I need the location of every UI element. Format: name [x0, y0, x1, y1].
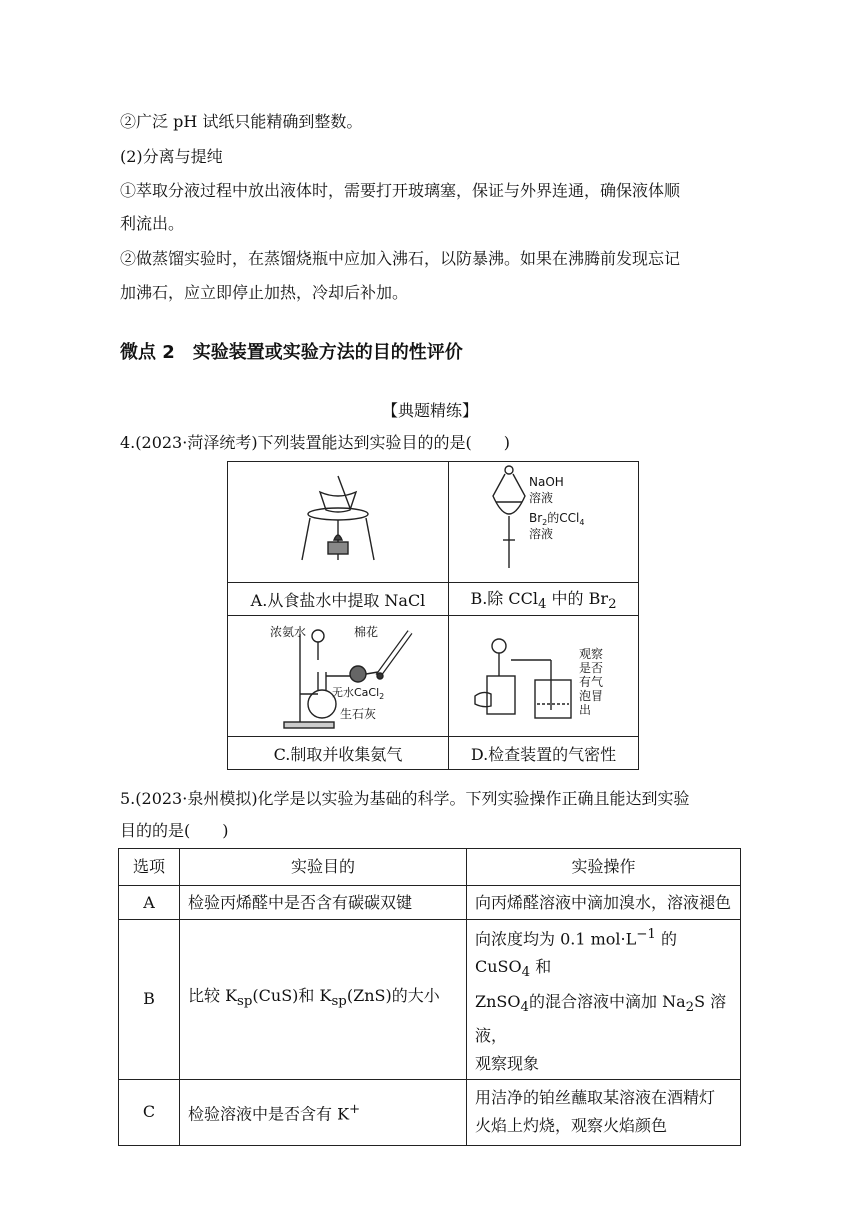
- label-ammonia: 浓氨水: [270, 625, 307, 639]
- option-purpose: 比较 $K_{sp}(CuS)$和 $K_{sp}(ZnS)$的大小: [180, 920, 467, 1080]
- label-lime: 生石灰: [340, 707, 377, 721]
- evaporation-dish-icon: [228, 462, 448, 578]
- ammonia-apparatus-icon: [228, 616, 448, 732]
- table-row: [119, 920, 741, 1080]
- caption-b: B.除 CCl$_4$ 中的 $Br_2$: [449, 583, 639, 616]
- caption-c: C.制取并收集氨气: [228, 737, 449, 770]
- table-row: [119, 1079, 741, 1145]
- label-cotton: 棉花: [354, 625, 379, 639]
- caption-a: A.从食盐水中提取 NaCl: [228, 583, 449, 616]
- table-row: [119, 886, 741, 920]
- option-operation: 向丙烯醛溶液中滴加溴水，溶液褪色: [467, 886, 741, 920]
- label-solution-2: 溶液: [529, 527, 554, 541]
- caption-d: D.检查装置的气密性: [449, 737, 639, 770]
- section-title: 微点 2 实验装置或实验方法的目的性评价: [120, 342, 463, 363]
- option-label: C: [119, 1079, 180, 1145]
- header-option: 选项: [119, 849, 180, 886]
- option-purpose: 检验溶液中是否含有 K+: [180, 1079, 467, 1145]
- option-label: A: [119, 886, 180, 920]
- option-operation: 向浓度均为 0.1 $mol\cdot L^{-1}$ 的 CuSO$_4$ 和 ZnSO$_4$的混合溶液中滴加 $Na_2S$ 溶液， 观察现象: [467, 920, 741, 1080]
- apparatus-c-ammonia: [228, 616, 449, 737]
- note-distillation-line2: 加沸石，应立即停止加热，冷却后补加。: [120, 283, 409, 302]
- separatory-funnel-icon: [449, 462, 638, 578]
- note-extraction-line2: 利流出。: [120, 214, 185, 233]
- label-br2-ccl4: $Br_2$的CCl$_4$: [529, 511, 585, 527]
- option-operation: 用洁净的铂丝蘸取某溶液在酒精灯 火焰上灼烧，观察火焰颜色: [467, 1079, 741, 1145]
- header-purpose: 实验目的: [180, 849, 467, 886]
- label-cacl2: 无水CaCl$_2$: [332, 686, 385, 701]
- practice-title: 【典题精练】: [381, 401, 478, 420]
- note-separation-heading: (2)分离与提纯: [120, 147, 223, 166]
- apparatus-b-separatory-funnel: [449, 462, 639, 583]
- label-solution-1: 溶液: [529, 491, 554, 505]
- question-5-options-table: [118, 848, 741, 1146]
- question-5-stem-line1: 5.(2023·泉州模拟)化学是以实验为基础的科学。下列实验操作正确且能达到实验: [120, 789, 690, 808]
- apparatus-d-airtightness: [449, 616, 639, 737]
- option-purpose: 检验丙烯醛中是否含有碳碳双键: [180, 886, 467, 920]
- label-naoh: NaOH: [529, 475, 564, 489]
- note-ph-paper: ②广泛 pH 试纸只能精确到整数。: [120, 112, 363, 131]
- label-observe: 观察 是否 有气 泡冒 出: [579, 647, 604, 717]
- airtightness-apparatus-icon: [449, 616, 638, 732]
- question-4-apparatus-table: [227, 461, 639, 770]
- table-header-row: [119, 849, 741, 886]
- note-distillation-line1: ②做蒸馏实验时，在蒸馏烧瓶中应加入沸石，以防暴沸。如果在沸腾前发现忘记: [120, 249, 681, 268]
- question-5-stem-line2: 目的的是( ): [120, 821, 229, 840]
- apparatus-a-evaporation: [228, 462, 449, 583]
- question-4-stem: 4.(2023·菏泽统考)下列装置能达到实验目的的是( ): [120, 433, 511, 452]
- header-operation: 实验操作: [467, 849, 741, 886]
- note-extraction-line1: ①萃取分液过程中放出液体时，需要打开玻璃塞，保证与外界连通，确保液体顺: [120, 181, 681, 200]
- option-label: B: [119, 920, 180, 1080]
